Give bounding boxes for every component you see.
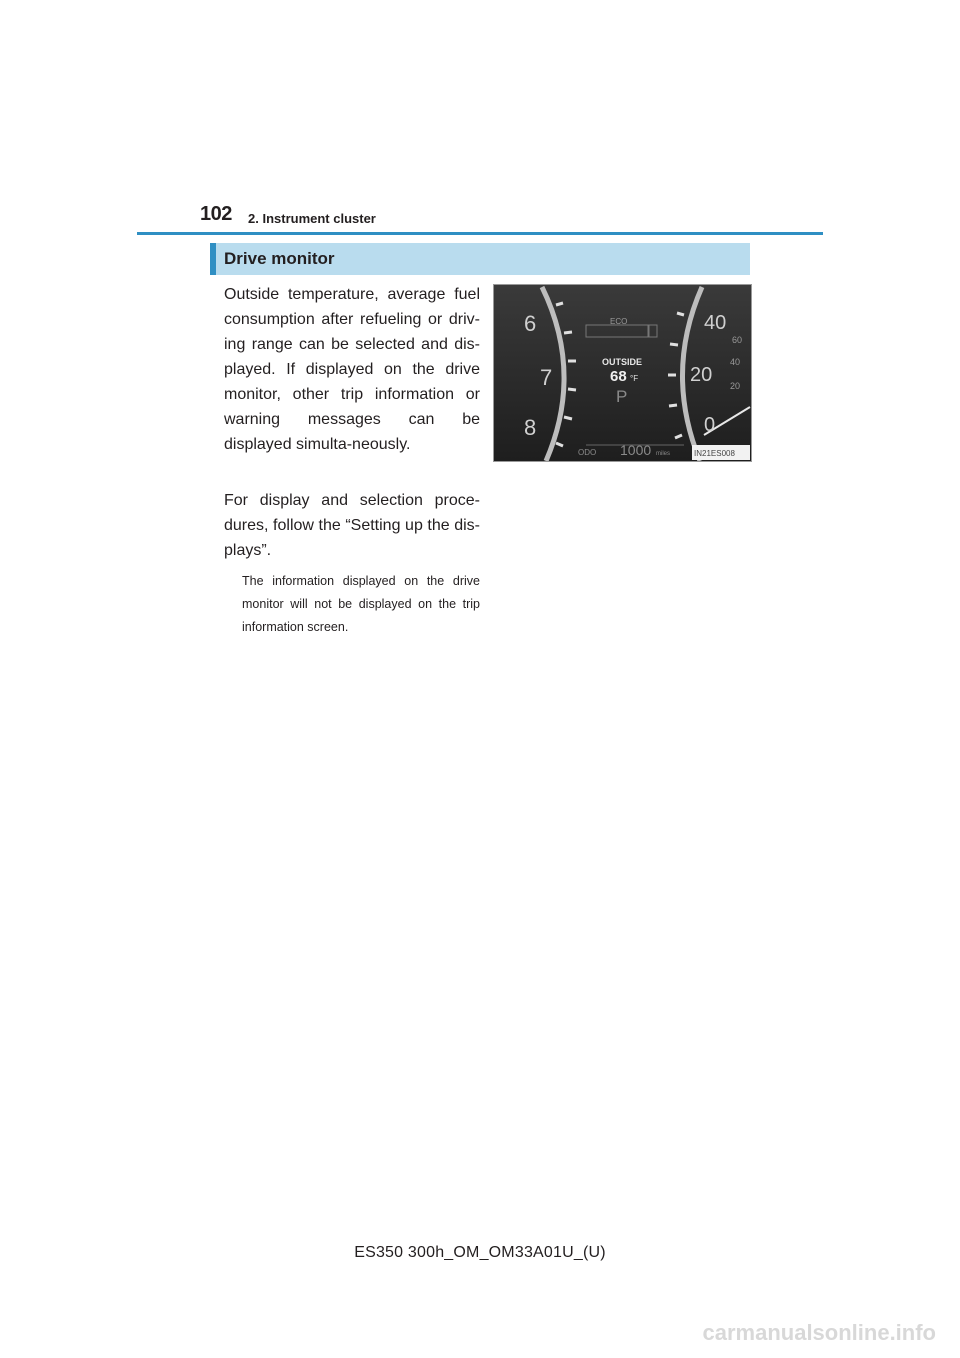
speed-label-20: 20 — [690, 364, 713, 386]
body-paragraph-2: For display and selection proce-dures, follow the “Setting up the dis-plays”. — [224, 492, 480, 559]
speed-inner-label-60: 60 — [732, 335, 743, 345]
figure-code: IN21ES008 — [694, 449, 735, 458]
speed-inner-label-20: 20 — [730, 381, 741, 391]
temperature-value: 68 — [610, 368, 627, 385]
gear-indicator: P — [616, 387, 628, 406]
cluster-illustration — [494, 285, 751, 461]
body-paragraph-1: Outside temperature, average fuel consumption after refueling or driv-ing range can be selected and dis-played. If displayed on the drive monitor, other trip information or warning messages can be displayed simulta-neously. — [224, 286, 480, 453]
odo-label: ODO — [578, 448, 597, 457]
section-heading-bar — [210, 243, 750, 275]
info-note: The information displayed on the drive monitor will not be displayed on the trip information screen. — [242, 574, 480, 634]
footer-document-code: ES350 300h_OM_OM33A01U_(U) — [354, 1244, 606, 1261]
watermark: carmanualsonline.info — [702, 1320, 936, 1345]
instrument-cluster-figure — [493, 284, 752, 462]
tach-label-6: 6 — [524, 311, 537, 336]
speed-inner-label-40: 40 — [730, 357, 741, 367]
speed-label-0: 0 — [704, 414, 716, 436]
outside-label: OUTSIDE — [602, 357, 643, 367]
tach-label-7: 7 — [540, 365, 553, 390]
speed-label-40: 40 — [704, 312, 727, 334]
tach-label-8: 8 — [524, 415, 537, 440]
page-number: 102 — [200, 203, 232, 225]
temperature-unit: °F — [630, 374, 639, 383]
section-heading: Drive monitor — [224, 249, 335, 268]
section-title: 2. Instrument cluster — [248, 211, 376, 226]
odo-unit: miles — [656, 451, 671, 457]
header-rule — [137, 232, 823, 235]
eco-label: ECO — [610, 317, 628, 326]
odo-value: 1000 — [620, 442, 652, 458]
